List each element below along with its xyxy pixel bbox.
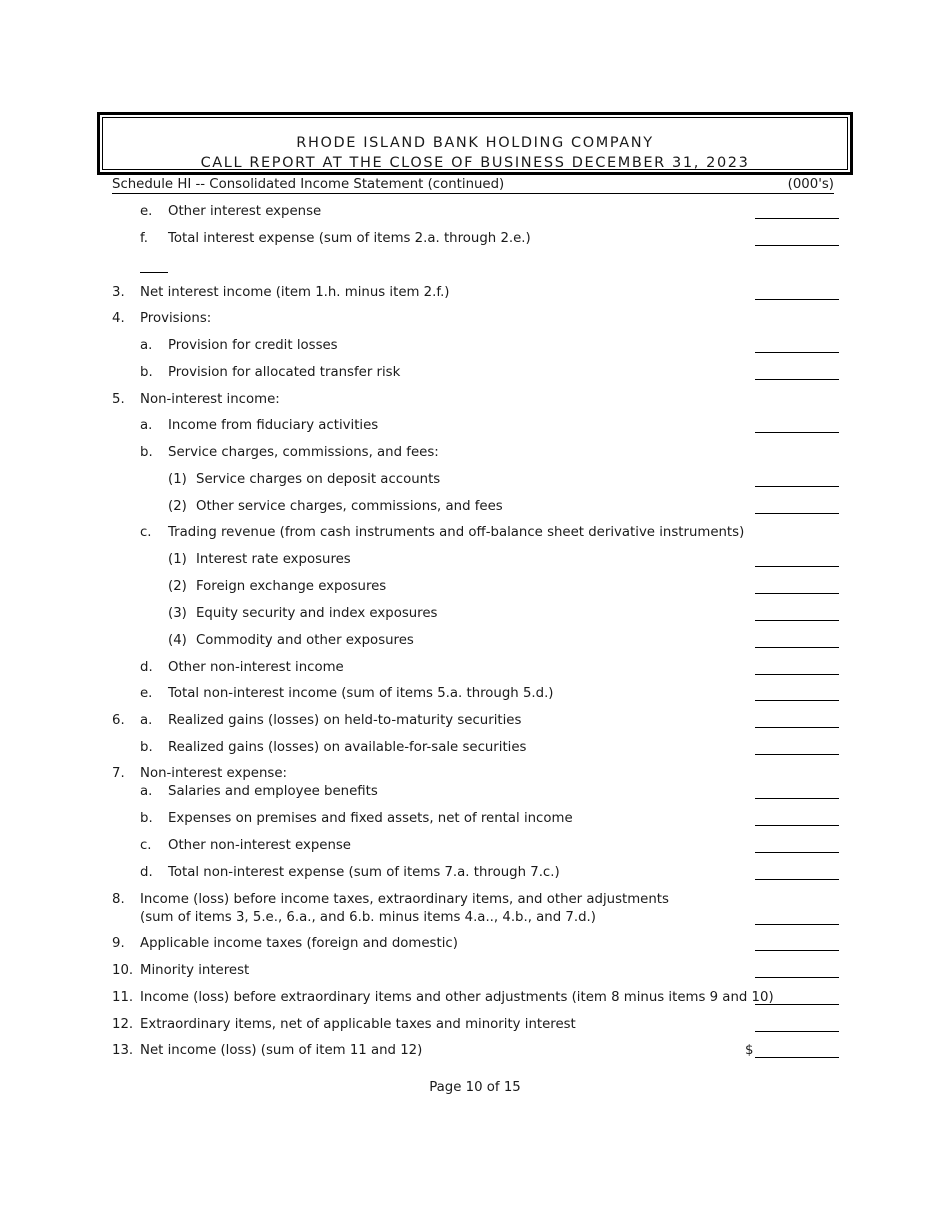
item-letter: d. — [140, 865, 153, 880]
item-sub-number: (4) — [168, 633, 187, 648]
item-number: 4. — [112, 311, 125, 326]
item-label: Applicable income taxes (foreign and domestic) — [140, 936, 458, 951]
item-label: Other service charges, commissions, and fees — [196, 499, 503, 514]
item-label: Provision for allocated transfer risk — [168, 365, 401, 380]
amount-field-7a[interactable] — [755, 798, 839, 799]
amount-field-5d[interactable] — [755, 674, 839, 675]
item-number: 9. — [112, 936, 125, 951]
amount-field-13[interactable] — [755, 1057, 839, 1058]
item-label: Other non-interest expense — [168, 838, 351, 853]
item-letter: d. — [140, 660, 153, 675]
item-label: Net income (loss) (sum of item 11 and 12) — [140, 1043, 423, 1058]
report-header-box — [97, 112, 853, 175]
amount-field-8[interactable] — [755, 924, 839, 925]
currency-symbol: $ — [745, 1043, 754, 1058]
item-letter: b. — [140, 365, 153, 380]
item-sub-number: (2) — [168, 499, 187, 514]
item-letter: a. — [140, 713, 153, 728]
page-number: Page 10 of 15 — [429, 1080, 521, 1095]
item-label: Realized gains (losses) on available-for-sale securities — [168, 740, 527, 755]
item-letter: f. — [140, 231, 148, 246]
item-number: 10. — [112, 963, 134, 978]
item-label: Total interest expense (sum of items 2.a. through 2.e.) — [168, 231, 531, 246]
item-letter: e. — [140, 686, 153, 701]
amount-field-6a[interactable] — [755, 727, 839, 728]
item-label: Equity security and index exposures — [196, 606, 438, 621]
item-label: Realized gains (losses) on held-to-maturity securities — [168, 713, 522, 728]
item-number: 13. — [112, 1043, 134, 1058]
amount-field-4a[interactable] — [755, 352, 839, 353]
item-label: Service charges, commissions, and fees: — [168, 445, 439, 460]
item-letter: e. — [140, 204, 153, 219]
item-label: Non-interest income: — [140, 392, 280, 407]
item-letter: c. — [140, 525, 152, 540]
amount-field-2f[interactable] — [755, 245, 839, 246]
item-number: 7. — [112, 766, 125, 781]
item-number: 11. — [112, 990, 134, 1005]
item-label: Interest rate exposures — [196, 552, 351, 567]
section-title: Schedule HI -- Consolidated Income Statement (continued) — [112, 177, 505, 192]
amount-field-10[interactable] — [755, 977, 839, 978]
company-name: RHODE ISLAND BANK HOLDING COMPANY — [296, 135, 654, 151]
amount-field-9[interactable] — [755, 950, 839, 951]
item-label: Income from fiduciary activities — [168, 418, 379, 433]
item-label: Other non-interest income — [168, 660, 344, 675]
report-header-inner — [102, 117, 848, 170]
item-letter: b. — [140, 740, 153, 755]
item-label: Other interest expense — [168, 204, 322, 219]
amount-field-7c[interactable] — [755, 852, 839, 853]
item-label: Minority interest — [140, 963, 250, 978]
short-divider — [140, 272, 168, 273]
item-sub-number: (1) — [168, 552, 187, 567]
report-title: CALL REPORT AT THE CLOSE OF BUSINESS DECEMBER 31, 2023 — [200, 155, 750, 171]
amount-field-5c4[interactable] — [755, 647, 839, 648]
amount-field-5b2[interactable] — [755, 513, 839, 514]
units-label: (000's) — [787, 177, 834, 192]
amount-field-12[interactable] — [755, 1031, 839, 1032]
amount-field-3[interactable] — [755, 299, 839, 300]
item-letter: b. — [140, 445, 153, 460]
item-letter: c. — [140, 838, 152, 853]
amount-field-5c3[interactable] — [755, 620, 839, 621]
item-label: Total non-interest expense (sum of items 7.a. through 7.c.) — [168, 865, 560, 880]
item-label: Provisions: — [140, 311, 212, 326]
item-number: 12. — [112, 1017, 134, 1032]
item-label: Expenses on premises and fixed assets, net of rental income — [168, 811, 573, 826]
item-label: Trading revenue (from cash instruments and off-balance sheet derivative instruments) — [168, 525, 745, 540]
item-letter: a. — [140, 338, 153, 353]
amount-field-4b[interactable] — [755, 379, 839, 380]
amount-field-6b[interactable] — [755, 754, 839, 755]
amount-field-5c2[interactable] — [755, 593, 839, 594]
amount-field-5b1[interactable] — [755, 486, 839, 487]
item-label: Income (loss) before extraordinary items and other adjustments (item 8 minus items 9 and 10) — [140, 990, 774, 1005]
amount-field-7b[interactable] — [755, 825, 839, 826]
item-label-continued: (sum of items 3, 5.e., 6.a., and 6.b. minus items 4.a.., 4.b., and 7.d.) — [140, 910, 596, 925]
item-letter: a. — [140, 784, 153, 799]
item-label: Extraordinary items, net of applicable taxes and minority interest — [140, 1017, 576, 1032]
item-number: 6. — [112, 713, 125, 728]
item-label: Non-interest expense: — [140, 766, 287, 781]
item-letter: b. — [140, 811, 153, 826]
amount-field-2e[interactable] — [755, 218, 839, 219]
section-header — [112, 176, 834, 194]
amount-field-5a[interactable] — [755, 432, 839, 433]
item-number: 3. — [112, 285, 125, 300]
item-label: Foreign exchange exposures — [196, 579, 387, 594]
item-label: Income (loss) before income taxes, extraordinary items, and other adjustments — [140, 892, 669, 907]
item-label: Service charges on deposit accounts — [196, 472, 441, 487]
item-letter: a. — [140, 418, 153, 433]
item-label: Total non-interest income (sum of items 5.a. through 5.d.) — [168, 686, 554, 701]
item-label: Net interest income (item 1.h. minus item 2.f.) — [140, 285, 450, 300]
item-sub-number: (1) — [168, 472, 187, 487]
item-label: Salaries and employee benefits — [168, 784, 378, 799]
item-number: 5. — [112, 392, 125, 407]
item-sub-number: (2) — [168, 579, 187, 594]
item-sub-number: (3) — [168, 606, 187, 621]
item-number: 8. — [112, 892, 125, 907]
item-label: Commodity and other exposures — [196, 633, 414, 648]
amount-field-11[interactable] — [755, 1004, 839, 1005]
amount-field-7d[interactable] — [755, 879, 839, 880]
item-label: Provision for credit losses — [168, 338, 338, 353]
amount-field-5c1[interactable] — [755, 566, 839, 567]
amount-field-5e[interactable] — [755, 700, 839, 701]
